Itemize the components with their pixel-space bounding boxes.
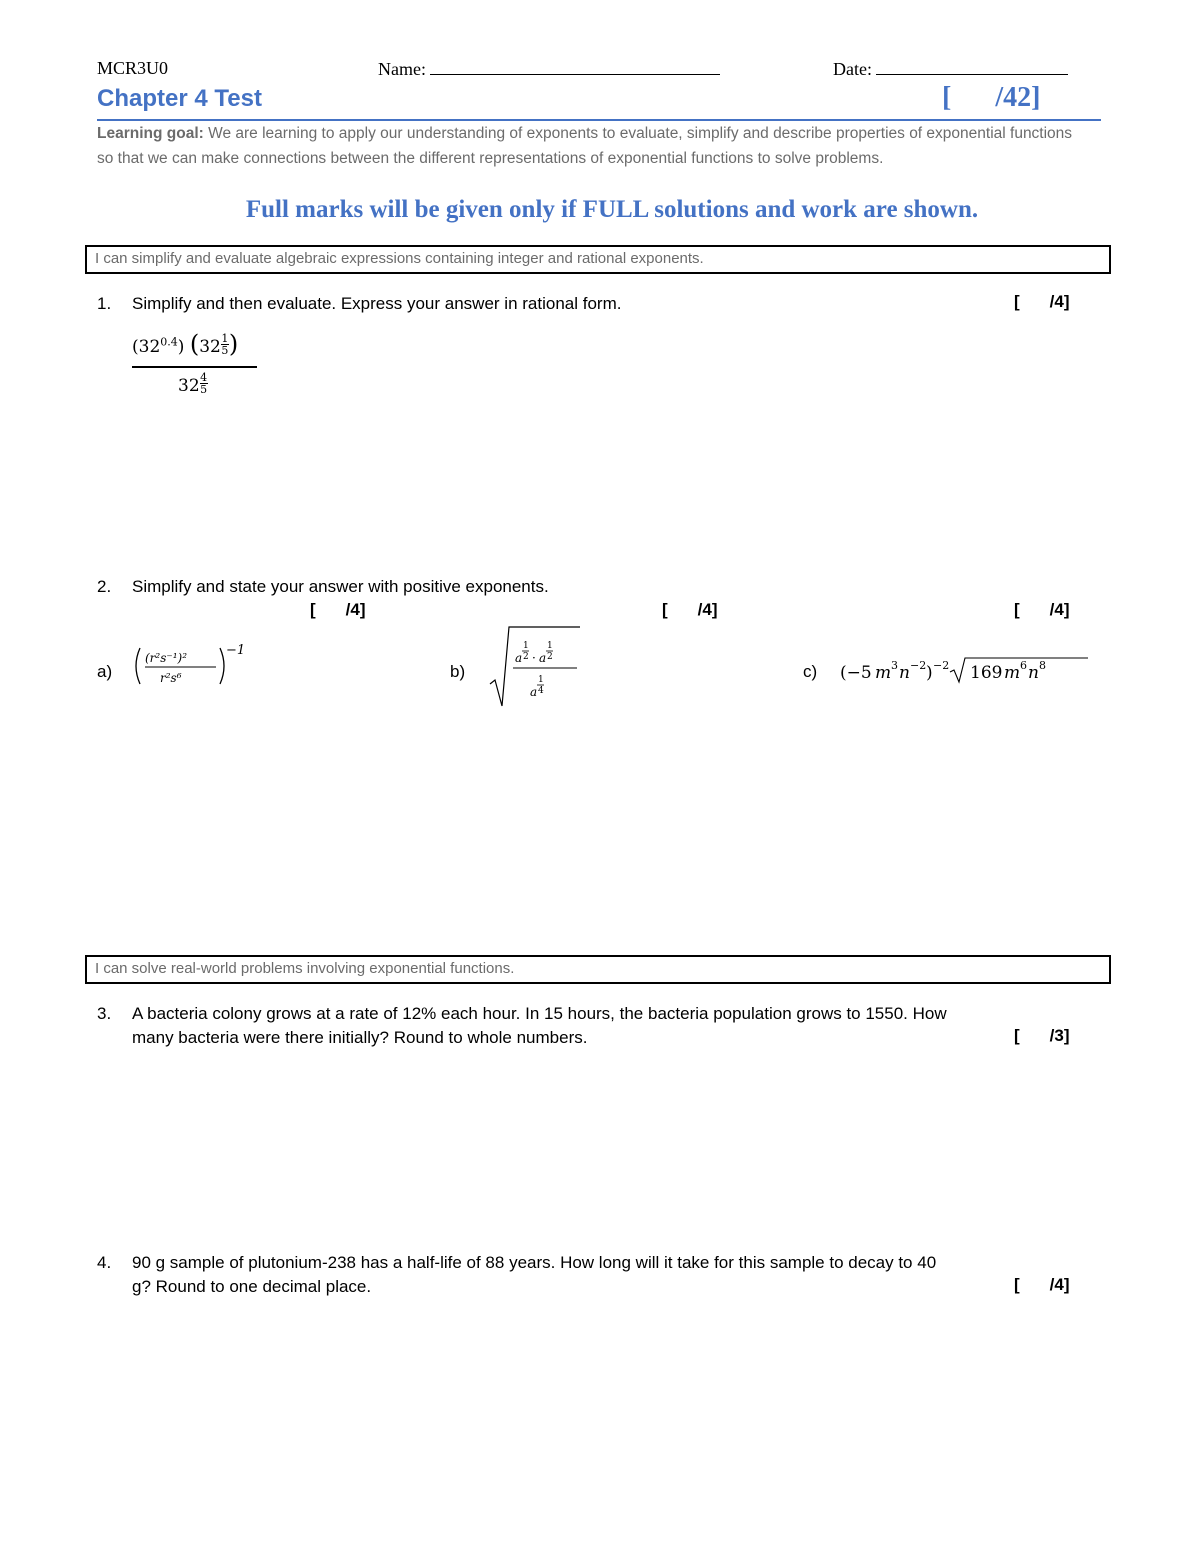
svg-text:8: 8	[1039, 659, 1046, 672]
svg-text:−1: −1	[226, 643, 246, 658]
q4-number: 4.	[97, 1253, 112, 1272]
q1-mark-open: [	[1014, 292, 1020, 311]
svg-text:1: 1	[547, 641, 553, 651]
svg-text:4: 4	[538, 686, 544, 696]
svg-text:·: ·	[532, 651, 536, 665]
section-1-goal-box: I can simplify and evaluate algebraic expressions containing integer and rational exponents.	[85, 245, 1111, 274]
course-code: MCR3U0	[97, 58, 169, 78]
q3-line1: A bacteria colony grows at a rate of 12% each hour. In 15 hours, the bacteria population grows to 1550. How	[132, 1004, 947, 1023]
svg-text:2: 2	[523, 652, 529, 662]
svg-text:3: 3	[891, 659, 898, 672]
total-score-value: /42]	[995, 82, 1041, 113]
svg-text:a: a	[539, 651, 547, 665]
date-blank[interactable]	[876, 58, 1068, 75]
svg-text:−2: −2	[910, 659, 927, 672]
svg-text:): )	[926, 663, 933, 683]
page-title: Chapter 4 Test	[97, 85, 262, 112]
q1-number: 1.	[97, 294, 112, 313]
q2c-mark: [ /4]	[1014, 600, 1070, 619]
q3-line2: many bacteria were there initially? Round to whole numbers.	[132, 1028, 588, 1047]
q2a-expression-graphic	[130, 640, 260, 692]
total-open-bracket: [	[942, 82, 952, 113]
svg-text:a: a	[515, 651, 523, 665]
q2c-expression	[838, 652, 1093, 691]
q2a-mark: [ /4]	[310, 600, 366, 619]
q1-mark	[1014, 292, 1070, 312]
q1-text: Simplify and then evaluate. Express your answer in rational form.	[132, 294, 622, 313]
q2a-expression	[130, 640, 260, 690]
name-blank[interactable]	[430, 58, 720, 75]
q1-mark-value: /4]	[1049, 292, 1070, 311]
q1-numerator: $(32^{0.4})$ (32 $^{\frac{1}{5}}$ )	[132, 330, 239, 358]
q2b-label: b)	[450, 662, 466, 681]
svg-text:m: m	[875, 663, 892, 683]
q3-number: 3.	[97, 1004, 112, 1023]
q3-mark: [ /3]	[1014, 1026, 1070, 1045]
q1-fraction-bar	[132, 366, 257, 368]
q2a-label: a)	[97, 662, 113, 681]
q2b-expression	[485, 622, 585, 715]
svg-text:1: 1	[523, 641, 529, 651]
q2c-expression-graphic	[838, 652, 1093, 686]
q4-mark: [ /4]	[1014, 1275, 1070, 1294]
learning-goal-text: We are learning to apply our understanding of exponents to evaluate, simplify and describe properties of exponential functions so that we can make connections between the different representations of exponential functions to solve problems.	[97, 125, 1073, 167]
svg-text:−2: −2	[933, 659, 950, 672]
q2-number: 2.	[97, 577, 112, 596]
date-field[interactable]	[833, 58, 1068, 80]
learning-goal	[97, 121, 1087, 171]
total-score	[942, 82, 1040, 114]
q2b-mark: [ /4]	[662, 600, 718, 619]
learning-goal-label: Learning goal:	[97, 125, 204, 142]
svg-text:1: 1	[538, 675, 544, 685]
svg-text:(r²s⁻¹)²: (r²s⁻¹)²	[145, 651, 188, 665]
q1-denominator: 32 $^{\frac{4}{5}}$	[178, 371, 208, 396]
name-field[interactable]	[378, 58, 720, 80]
name-label: Name:	[378, 59, 426, 79]
svg-text:a: a	[530, 685, 538, 699]
section-2-goal-box: I can solve real-world problems involving exponential functions.	[85, 955, 1111, 984]
svg-text:(−5: (−5	[840, 663, 872, 683]
svg-text:r²s⁶: r²s⁶	[160, 671, 182, 685]
q2c-label: c)	[803, 662, 818, 681]
q4-line2: g? Round to one decimal place.	[132, 1277, 372, 1296]
svg-text:169: 169	[970, 663, 1003, 683]
q2-text: Simplify and state your answer with positive exponents.	[132, 577, 549, 596]
svg-text:6: 6	[1020, 659, 1027, 672]
svg-text:m: m	[1004, 663, 1021, 683]
q4-line1: 90 g sample of plutonium-238 has a half-life of 88 years. How long will it take for this sample to decay to 40	[132, 1253, 937, 1272]
svg-text:n: n	[899, 663, 910, 683]
date-label: Date:	[833, 59, 872, 79]
svg-text:2: 2	[547, 652, 553, 662]
full-marks-notice: Full marks will be given only if FULL solutions and work are shown.	[245, 196, 979, 223]
svg-text:n: n	[1028, 663, 1039, 683]
q2b-expression-graphic	[485, 622, 585, 710]
